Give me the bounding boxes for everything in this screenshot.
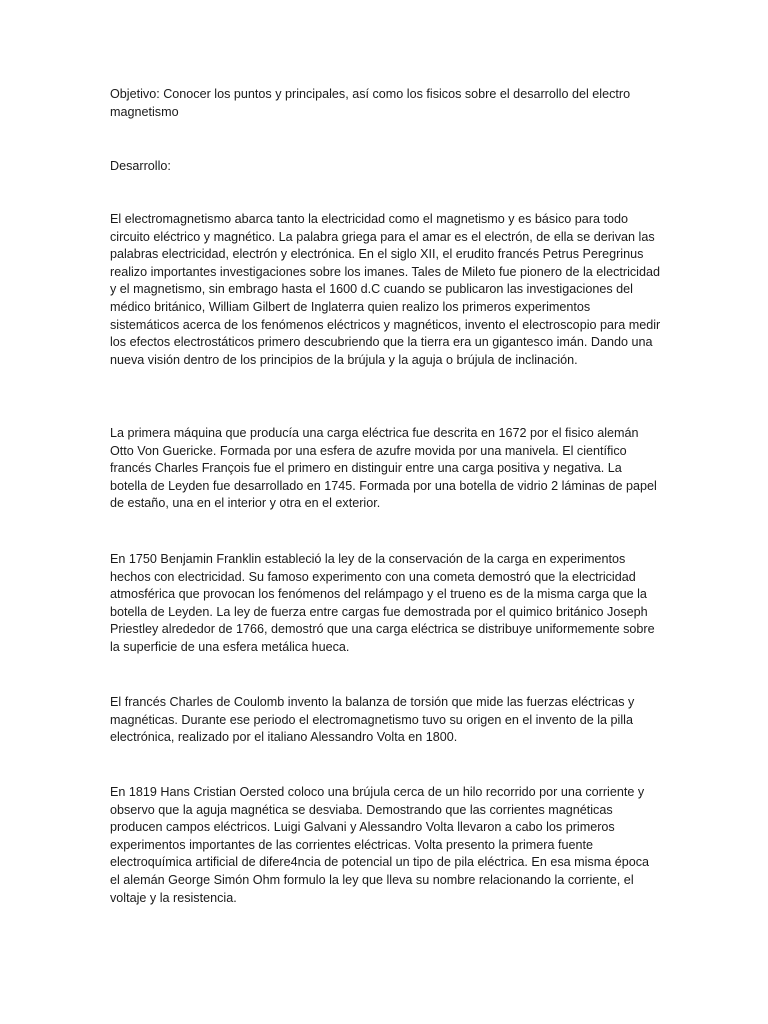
body-paragraph: En 1750 Benjamin Franklin estableció la ley de la conservación de la carga en experimentos hechos con electricidad. Su famoso experimento con una cometa demostró que la electricidad atmosférica que provocan los fenómenos del relámpago y el trueno es de la misma carga que la botella de Leyden. La ley de fuerza entre cargas fue demostrada por el quimico británico Joseph Priestley alrededor de 1766, demostró que una carga eléctrica se distribuye uniformemente sobre la superficie de una esfera metálica hueca. [110, 552, 655, 654]
development-heading: Desarrollo: [110, 159, 171, 173]
body-paragraph: La primera máquina que producía una carga eléctrica fue descrita en 1672 por el fisico alemán Otto Von Guericke. Formada por una esfera de azufre movida por una manivela. El científico francés Charles François fue el primero en distinguir entre una carga positiva y negativa. La botella de Leyden fue desarrollado en 1745. Formada por una botella de vidrio 2 láminas de papel de estaño, una en el interior y otra en el exterior. [110, 426, 657, 511]
objective-paragraph: Objetivo: Conocer los puntos y principales, así como los fisicos sobre el desarrollo del electro magnetismo [110, 87, 631, 119]
body-paragraph: El francés Charles de Coulomb invento la balanza de torsión que mide las fuerzas eléctricas y magnéticas. Durante ese periodo el electromagnetismo tuvo su origen en el invento de la pilla electrónica, realizado por el italiano Alessandro Volta en 1800. [110, 695, 635, 745]
body-paragraph: En 1819 Hans Cristian Oersted coloco una brújula cerca de un hilo recorrido por una corriente y observo que la aguja magnética se desviaba. Demostrando que las corrientes magnéticas producen campos eléctricos. Luigi Galvani y Alessandro Volta llevaron a cabo los primeros experimentos importantes de las corrientes eléctricas. Volta presento la primera fuente electroquímica artificial de difere4ncia de potencial un tipo de pila eléctrica. En esa misma época el alemán George Simón Ohm formulo la ley que lleva su nombre relacionando la corriente, el voltaje y la resistencia. [110, 785, 650, 905]
body-paragraph: El electromagnetismo abarca tanto la electricidad como el magnetismo y es básico para todo circuito eléctrico y magnético. La palabra griega para el amar es el electrón, de ella se derivan las palabras electricidad, electrón y electrónica. En el siglo XII, el erudito francés Petrus Peregrinus realizo importantes investigaciones sobre los imanes. Tales de Mileto fue pionero de la electricidad y el magnetismo, sin embrago hasta el 1600 d.C cuando se publicaron las investigaciones del médico británico, William Gilbert de Inglaterra quien realizo los primeros experimentos sistemáticos acerca de los fenómenos eléctricos y magnéticos, invento el electroscopio para medir los efectos electrostáticos primero descubriendo que la tierra era un gigantesco imán. Dando una nueva visión dentro de los principios de la brújula y la aguja o brújula de inclinación. [110, 212, 661, 367]
